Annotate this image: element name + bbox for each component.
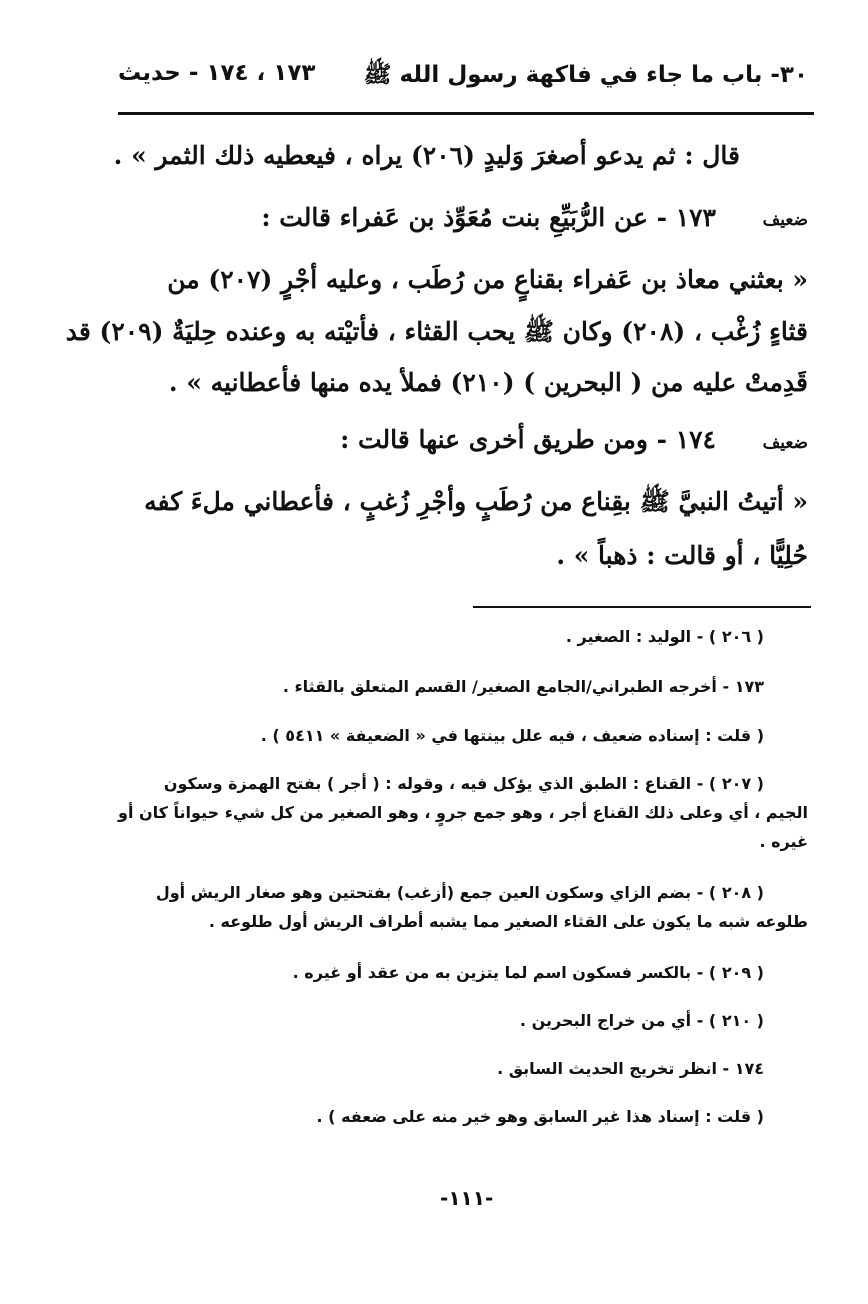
hadith-174-line-1: « أتيتُ النبيَّ ﷺ بقِناع من رُطَبٍ وأجْرِ زُغبٍ ، فأعطاني ملءَ كفه	[144, 487, 808, 516]
footnote-174-note: ( قلت : إسناد هذا غير السابق وهو خير منه على ضعفه ) .	[316, 1107, 764, 1126]
footnote-divider	[473, 606, 811, 608]
footnote-207-line-3: غيره .	[759, 832, 808, 851]
footnote-174-source: ١٧٤ - انظر تخريج الحديث السابق .	[497, 1059, 764, 1078]
footnote-209: ( ٢٠٩ ) - بالكسر فسكون اسم لما يتزين به من عقد أو غيره .	[292, 963, 764, 982]
footnote-208-line-1: ( ٢٠٨ ) - بضم الزاي وسكون العين جمع (أزغب) بفتحتين وهو صغار الريش أول	[155, 883, 764, 902]
grade-label-173: ضعيف	[762, 210, 808, 230]
footnote-173-note: ( قلت : إسناده ضعيف ، فيه علل بينتها في « الضعيفة » ٥٤١١ ) .	[260, 726, 764, 745]
footnote-173-source: ١٧٣ - أخرجه الطبراني/الجامع الصغير/ القسم المتعلق بالقثاء .	[282, 677, 764, 696]
hadith-range: ١٧٣ ، ١٧٤ - حديث	[118, 60, 316, 86]
footnote-208-line-2: طلوعه شبه ما يكون على القثاء الصغير مما يشبه أطراف الريش أول طلوعه .	[208, 912, 808, 931]
hadith-173-line-3: قَدِمتْ عليه من ( البحرين ) (٢١٠) فملأ يده منها فأعطانيه » .	[168, 368, 808, 397]
hadith-174-intro: ١٧٤ - ومن طريق أخرى عنها قالت :	[340, 425, 716, 454]
footnote-206: ( ٢٠٦ ) - الوليد : الصغير .	[565, 627, 764, 646]
page-number: -١١١-	[440, 1186, 494, 1210]
footnote-207-line-1: ( ٢٠٧ ) - القناع : الطبق الذي يؤكل فيه ، وقوله : ( أجر ) بفتح الهمزة وسكون	[163, 774, 764, 793]
header-divider	[118, 112, 814, 115]
footnote-207-line-2: الجيم ، أي وعلى ذلك القناع أجر ، وهو جمع جروٍ ، وهو الصغير من كل شيء حيواناً كان أو	[118, 803, 808, 822]
hadith-173-line-1: « بعثني معاذ بن عَفراء بقناعٍ من رُطَب ، وعليه أجْرٍ (٢٠٧) من	[167, 265, 808, 294]
body-line-206: قال : ثم يدعو أصغرَ وَليدٍ (٢٠٦) يراه ، فيعطيه ذلك الثمر » .	[113, 141, 740, 170]
hadith-173-line-2: قثاءٍ زُغْب ، (٢٠٨) وكان ﷺ يحب القثاء ، فأتيْته به وعنده حِليَةٌ (٢٠٩) قد	[65, 317, 808, 346]
footnote-210: ( ٢١٠ ) - أي من خراج البحرين .	[519, 1011, 764, 1030]
hadith-174-line-2: حُلِيًّا ، أو قالت : ذهباً » .	[556, 541, 808, 570]
hadith-173-intro: ١٧٣ - عن الرُّبَيِّعِ بنت مُعَوِّذ بن عَفراء قالت :	[261, 203, 716, 232]
chapter-title: ٣٠- باب ما جاء في فاكهة رسول الله ﷺ	[363, 62, 808, 88]
grade-label-174: ضعيف	[762, 433, 808, 453]
